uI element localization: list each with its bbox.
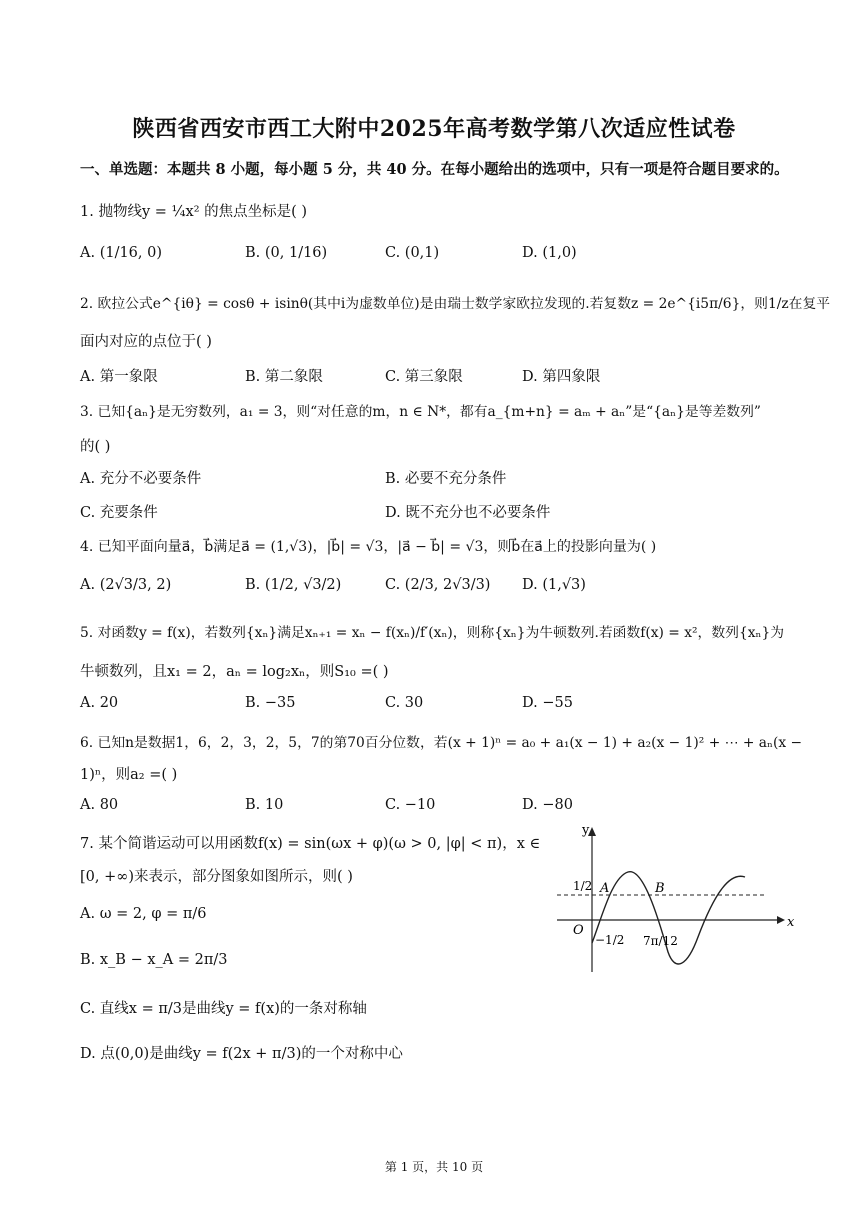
question-6-stem-line1: 6. 已知n是数据1，6，2，3，2，5，7的第70百分位数，若(x + 1)ⁿ = a₀ + a₁(x − 1) + a₂(x − 1)² + ⋯ + aₙ(x − (80, 735, 803, 751)
question-2-stem-line2: 面内对应的点位于( ) (80, 334, 212, 350)
q4-option-c: C. (2/3, 2√3/3) (385, 577, 491, 593)
q7-option-d: D. 点(0,0)是曲线y = f(2x + π/3)的一个对称中心 (80, 1046, 403, 1062)
neg-half-label: −1/2 (595, 933, 625, 947)
q7-option-c: C. 直线x = π/3是曲线y = f(x)的一条对称轴 (80, 1001, 367, 1017)
q2-option-b: B. 第二象限 (245, 369, 323, 385)
q3-option-c: C. 充要条件 (80, 505, 158, 521)
q4-option-d: D. (1,√3) (522, 577, 586, 593)
x-axis-arrow-icon (777, 916, 785, 924)
sine-graph (555, 822, 800, 982)
point-b-label: B (655, 881, 665, 896)
q4-option-b: B. (1/2, √3/2) (245, 577, 342, 593)
x-axis-label: x (787, 915, 795, 930)
half-label: 1/2 (573, 879, 593, 893)
q6-option-d: D. −80 (522, 797, 573, 813)
question-7-stem-line2: [0, +∞)来表示，部分图象如图所示，则( ) (80, 869, 353, 885)
question-2-stem-line1: 2. 欧拉公式e^{iθ} = cosθ + isinθ(其中i为虚数单位)是由瑞士数学家欧拉发现的.若复数z = 2e^{i5π/6}，则1/z在复平 (80, 296, 831, 312)
question-3-stem-line2: 的( ) (80, 439, 111, 455)
question-4-stem: 4. 已知平面向量a⃗，b⃗满足a⃗ = (1,√3)，|b⃗| = √3，|a⃗ − b⃗| = √3，则b⃗在a⃗上的投影向量为( ) (80, 539, 657, 555)
origin-label: O (573, 923, 584, 938)
q2-option-c: C. 第三象限 (385, 369, 463, 385)
page-title: 陕西省西安市西工大附中2025年高考数学第八次适应性试卷 (132, 116, 736, 142)
section-heading: 一、单选题：本题共 8 小题，每小题 5 分，共 40 分。在每小题给出的选项中，只有一项是符合题目要求的。 (80, 161, 789, 178)
q7-option-b: B. x_B − x_A = 2π/3 (80, 952, 228, 968)
q5-option-b: B. −35 (245, 695, 296, 711)
q3-option-a: A. 充分不必要条件 (80, 471, 202, 487)
q5-option-d: D. −55 (522, 695, 573, 711)
q3-option-b: B. 必要不充分条件 (385, 471, 507, 487)
question-3-stem-line1: 3. 已知{aₙ}是无穷数列，a₁ = 3，则“对任意的m，n ∈ N*，都有a_{m+n} = aₘ + aₙ”是“{aₙ}是等差数列” (80, 404, 761, 420)
q6-option-c: C. −10 (385, 797, 436, 813)
q1-option-d: D. (1,0) (522, 245, 577, 261)
y-axis-label: y (582, 823, 590, 838)
q5-option-a: A. 20 (80, 695, 119, 711)
q1-option-b: B. (0, 1/16) (245, 245, 328, 261)
q1-option-c: C. (0,1) (385, 245, 440, 261)
q6-option-a: A. 80 (80, 797, 119, 813)
sine-curve (592, 872, 745, 964)
q4-option-a: A. (2√3/3, 2) (80, 577, 172, 593)
question-5-stem-line2: 牛顿数列，且x₁ = 2，aₙ = log₂xₙ，则S₁₀ =( ) (80, 664, 389, 680)
q3-option-d: D. 既不充分也不必要条件 (385, 505, 551, 521)
q6-option-b: B. 10 (245, 797, 284, 813)
question-6-stem-line2: 1)ⁿ，则a₂ =( ) (80, 767, 178, 783)
q1-option-a: A. (1/16, 0) (80, 245, 163, 261)
point-a-label: A (600, 881, 610, 896)
q2-option-a: A. 第一象限 (80, 369, 158, 385)
q5-option-c: C. 30 (385, 695, 424, 711)
question-7-stem-line1: 7. 某个简谐运动可以用函数f(x) = sin(ωx + φ)(ω > 0, |φ| < π)，x ∈ (80, 836, 541, 852)
tick-label: 7π/12 (643, 934, 678, 948)
q7-option-a: A. ω = 2, φ = π/6 (80, 906, 207, 922)
question-5-stem-line1: 5. 对函数y = f(x)，若数列{xₙ}满足xₙ₊₁ = xₙ − f(xₙ)/f′(xₙ)，则称{xₙ}为牛顿数列.若函数f(x) = x²，数列{xₙ}为 (80, 625, 785, 641)
page-footer: 第 1 页，共 10 页 (384, 1160, 484, 1174)
question-1-stem: 1. 抛物线y = ¼x² 的焦点坐标是( ) (80, 204, 308, 220)
q2-option-d: D. 第四象限 (522, 369, 601, 385)
